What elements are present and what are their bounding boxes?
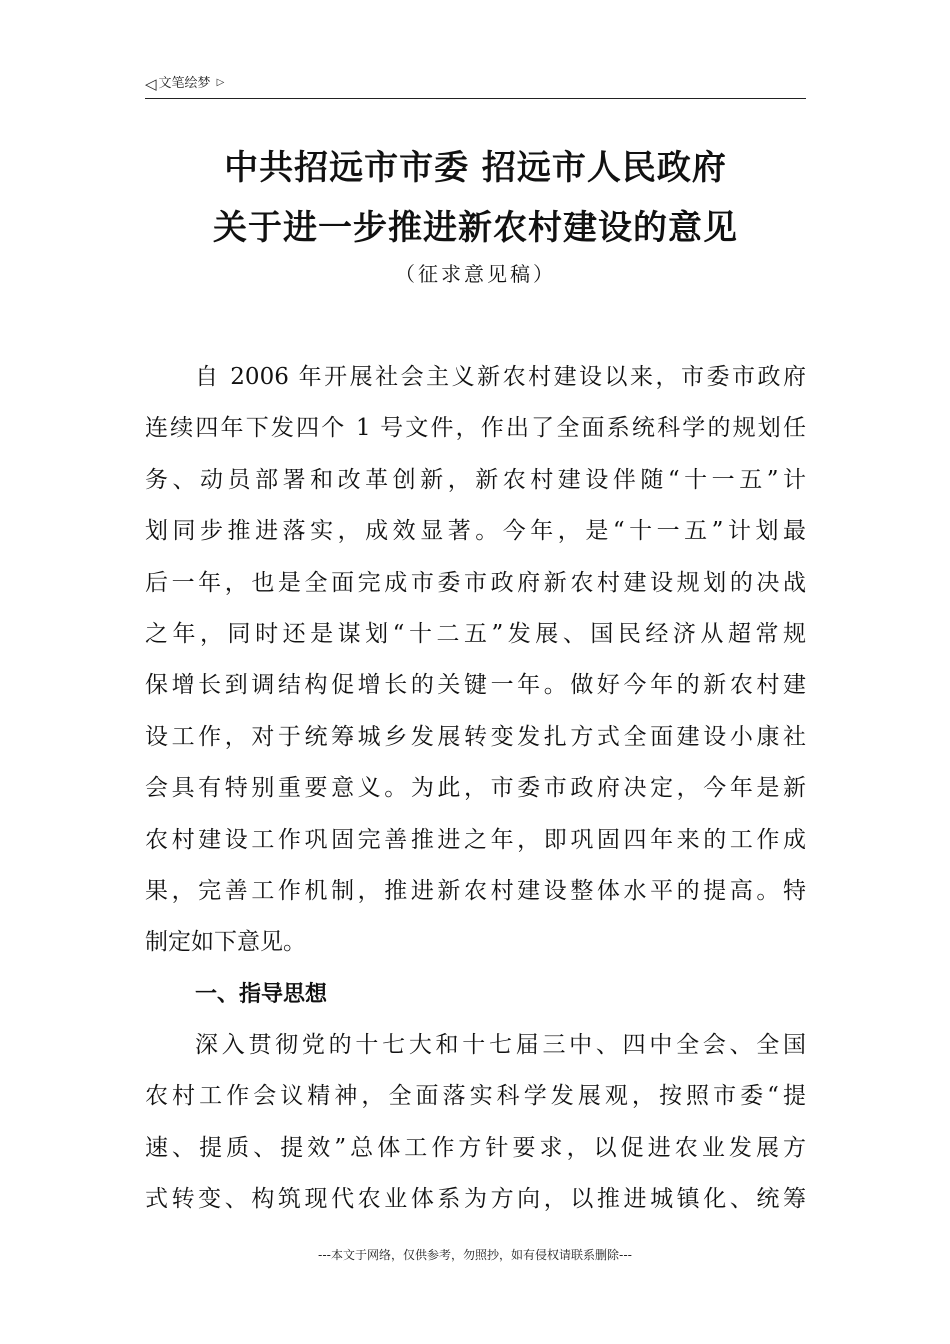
paragraph-line: 制定如下意见。 [145, 929, 306, 956]
paragraph-line: 速、提质、提效”总体工作方针要求，以促进农业发展方 [145, 1134, 806, 1161]
paragraph-line: 农村工作会议精神，全面落实科学发展观，按照市委“提 [145, 1083, 806, 1110]
paragraph-line: 农村建设工作巩固完善推进之年，即巩固四年来的工作成 [145, 826, 806, 853]
triangle-left-icon: ◁ [145, 75, 157, 93]
triangle-right-icon: ▷ [216, 77, 225, 88]
paragraph-line: 自 2006 年开展社会主义新农村建设以来，市委市政府 [195, 364, 806, 390]
page-header [145, 74, 806, 99]
paragraph-line: 深入贯彻党的十七大和十七届三中、四中全会、全国 [195, 1032, 806, 1059]
paragraph-line: 设工作，对于统筹城乡发展转变发扎方式全面建设小康社 [145, 723, 806, 750]
paragraph-line: 保增长到调结构促增长的关键一年。做好今年的新农村建 [145, 672, 806, 699]
paragraph-line: 式转变、构筑现代农业体系为方向，以推进城镇化、统筹 [145, 1186, 806, 1213]
document-body [145, 352, 806, 1226]
paragraph-line: 果，完善工作机制，推进新农村建设整体水平的提高。特 [145, 877, 806, 904]
page-footer-notice: ---本文于网络，仅供参考，勿照抄，如有侵权请联系删除--- [318, 1248, 632, 1262]
paragraph-line: 会具有特别重要意义。为此，市委市政府决定，今年是新 [145, 775, 806, 802]
paragraph-line: 后一年，也是全面完成市委市政府新农村建设规划的决战 [145, 569, 806, 596]
paragraph-line: 划同步推进落实，成效显著。今年，是“十一五”计划最 [145, 518, 806, 545]
paragraph-line: 之年，同时还是谋划“十二五”发展、国民经济从超常规 [145, 620, 806, 647]
section-heading: 一、指导思想 [195, 981, 328, 1007]
document-title-line-1: 中共招远市市委 招远市人民政府 [224, 148, 727, 188]
paragraph-line: 连续四年下发四个 1 号文件，作出了全面系统科学的规划任 [145, 415, 806, 442]
header-brand: 文笔绘梦 [158, 76, 211, 91]
document-subtitle: （征求意见稿） [395, 262, 556, 286]
document-title-line-2: 关于进一步推进新农村建设的意见 [213, 208, 738, 248]
paragraph-line: 务、动员部署和改革创新，新农村建设伴随“十一五”计 [145, 466, 806, 493]
